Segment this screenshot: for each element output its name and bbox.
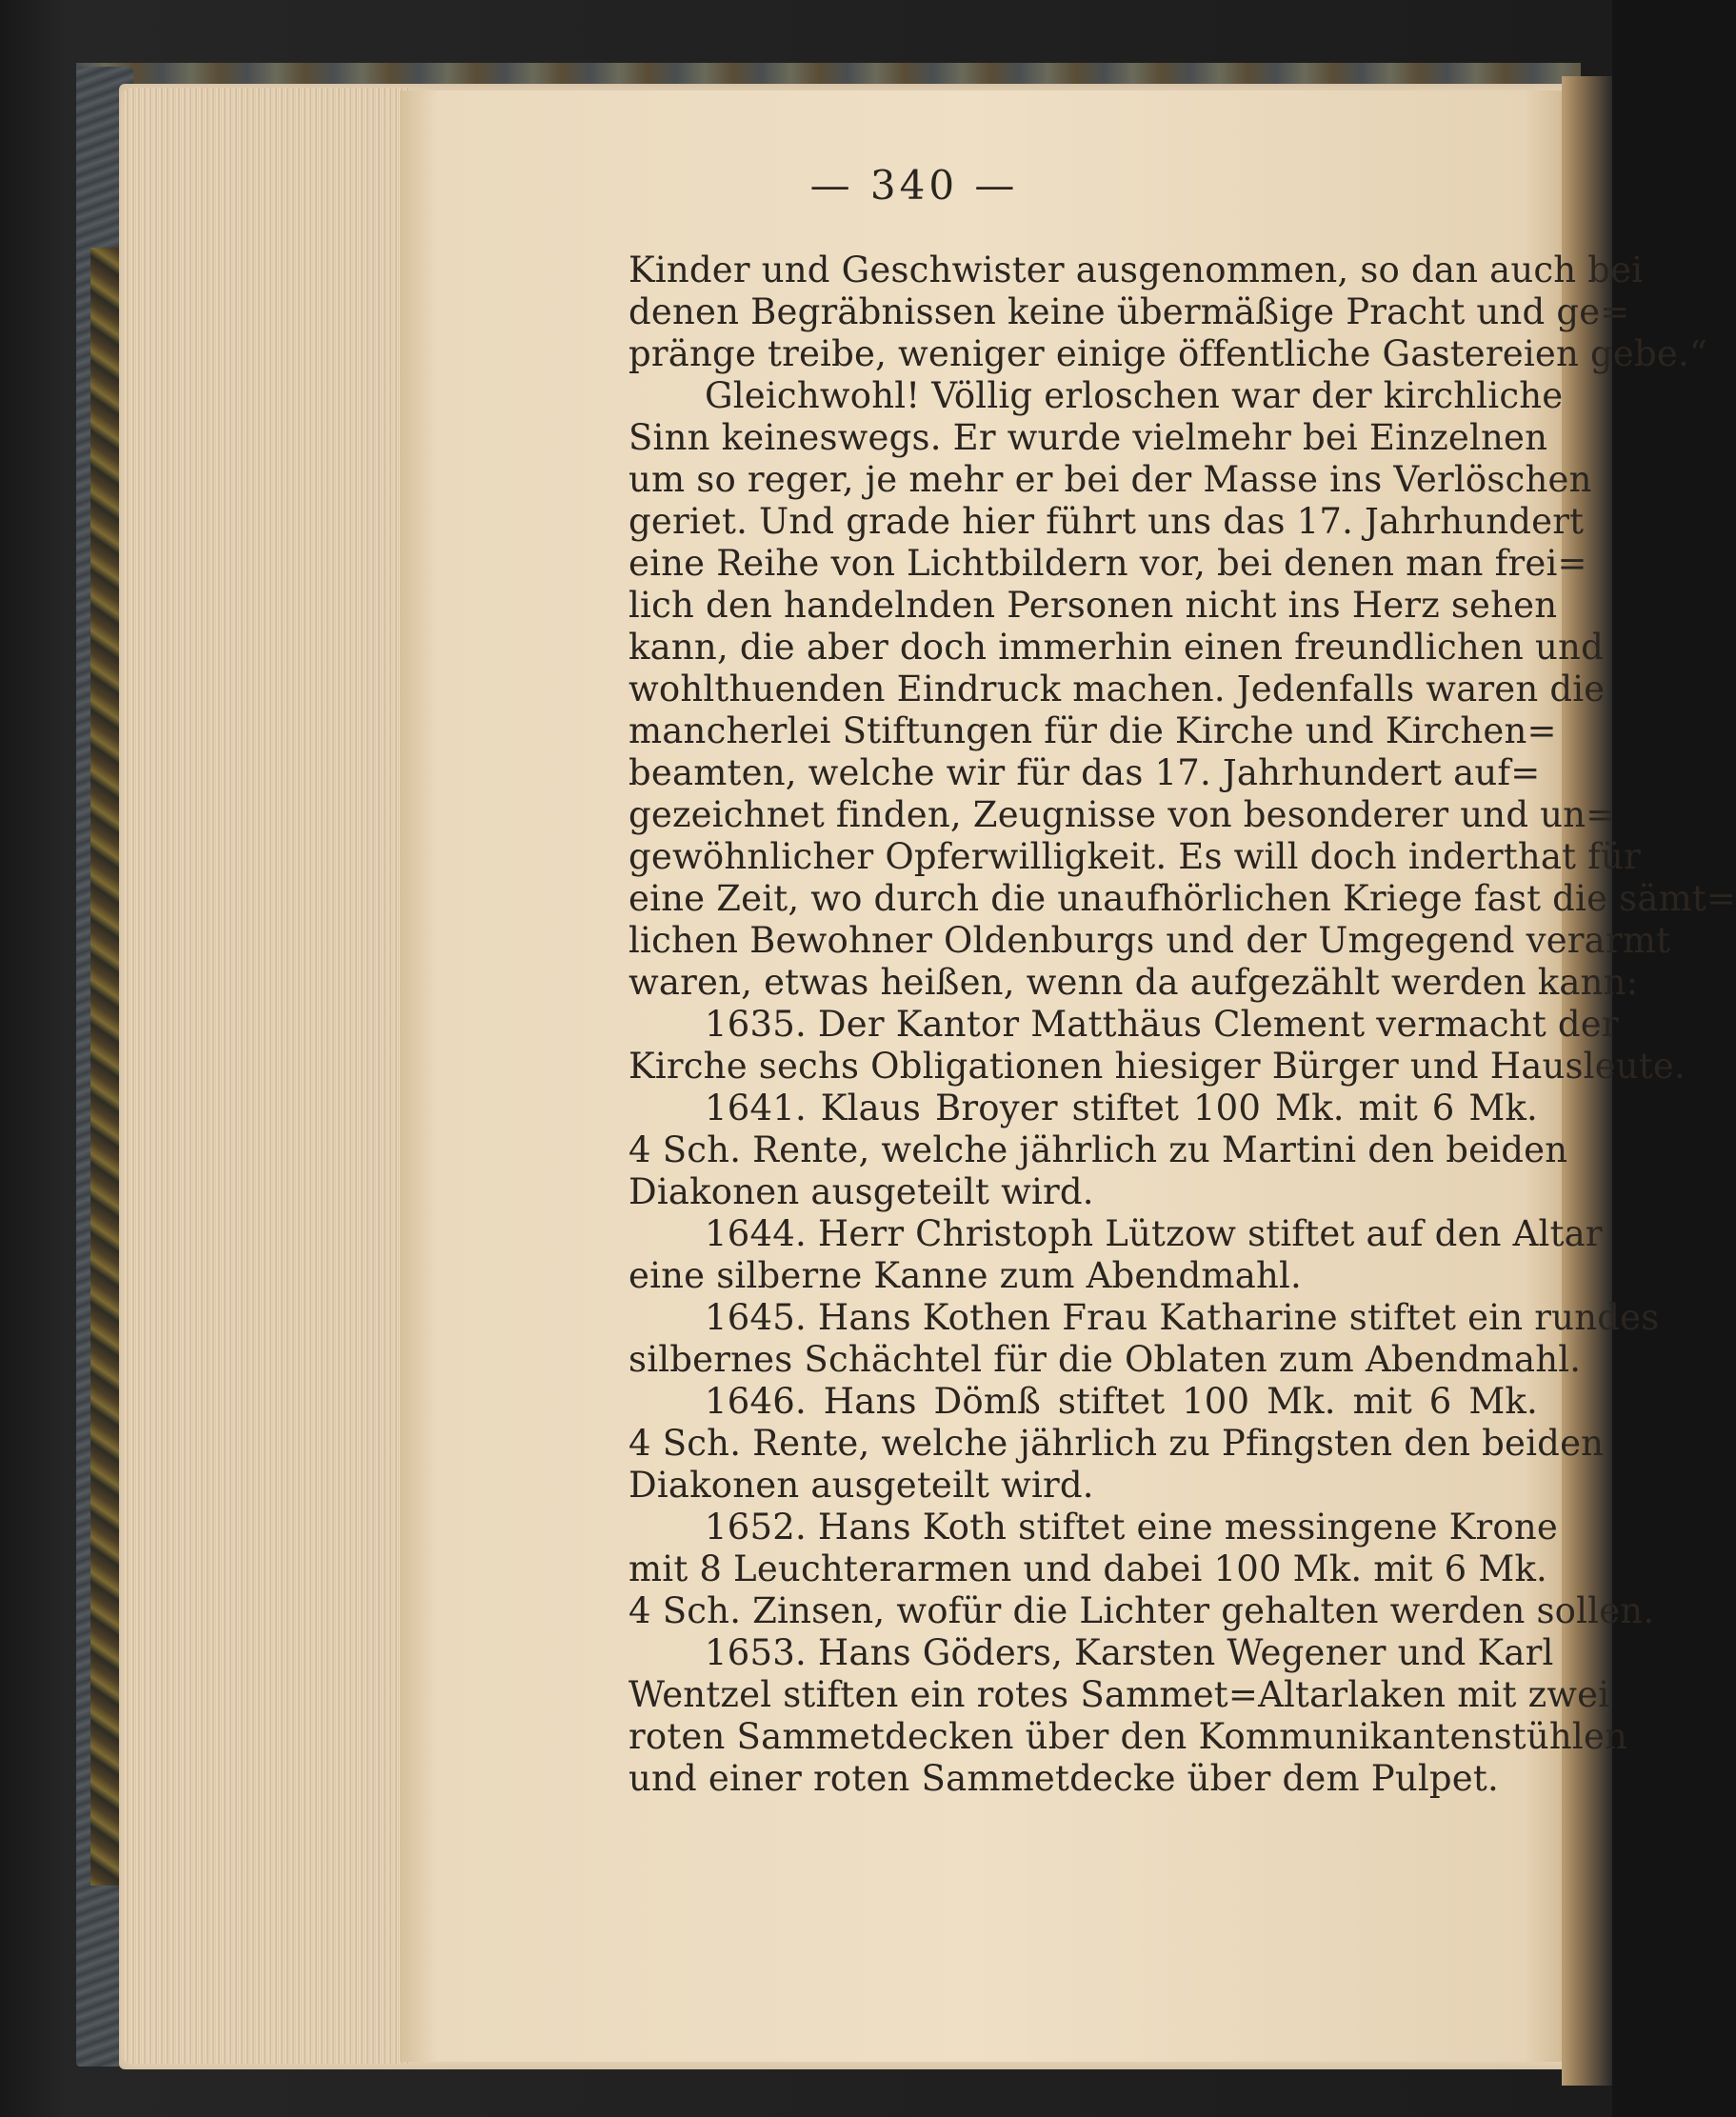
text-line: gezeichnet finden, Zeugnisse von besonderer und un=: [629, 794, 1616, 835]
text-line: mancherlei Stiftungen für die Kirche und Kirchen=: [629, 710, 1557, 751]
text-line: geriet. Und grade hier führt uns das 17. Jahrhundert: [629, 501, 1585, 542]
text-line: Wentzel stiften ein rotes Sammet=Altarlaken mit zwei: [629, 1674, 1610, 1715]
text-line: Sinn keineswegs. Er wurde vielmehr bei Einzelnen: [629, 417, 1548, 458]
page-number: — 340 —: [809, 162, 1019, 209]
text-line: und einer roten Sammetdecke über dem Pulpet.: [629, 1758, 1499, 1799]
text-line: beamten, welche wir für das 17. Jahrhundert auf=: [629, 752, 1541, 793]
text-line: 1644. Herr Christoph Lützow stiftet auf den Altar: [705, 1213, 1603, 1254]
text-line: lichen Bewohner Oldenburgs und der Umgegend verarmt: [629, 920, 1671, 961]
text-line: 4 Sch. Zinsen, wofür die Lichter gehalten werden sollen.: [629, 1590, 1655, 1631]
text-line: Diakonen ausgeteilt wird.: [629, 1171, 1094, 1212]
text-line: pränge treibe, weniger einige öffentliche Gastereien gebe.“: [629, 333, 1708, 374]
text-line: 1646. Hans Dömß stiftet 100 Mk. mit 6 Mk.: [705, 1381, 1538, 1422]
text-line: eine Zeit, wo durch die unaufhörlichen Kriege fast die sämt=: [629, 878, 1736, 919]
text-line: denen Begräbnissen keine übermäßige Pracht und ge=: [629, 291, 1630, 332]
text-line: 4 Sch. Rente, welche jährlich zu Pfingsten den beiden: [629, 1423, 1605, 1464]
text-line: eine silberne Kanne zum Abendmahl.: [629, 1255, 1302, 1296]
text-line: Gleichwohl! Völlig erloschen war der kirchliche: [705, 375, 1564, 416]
text-line: 4 Sch. Rente, welche jährlich zu Martini den beiden: [629, 1129, 1568, 1170]
text-line: gewöhnlicher Opferwilligkeit. Es will doch inderthat für: [629, 836, 1641, 877]
text-line: Kirche sechs Obligationen hiesiger Bürger und Hausleute.: [629, 1046, 1686, 1087]
text-line: eine Reihe von Lichtbildern vor, bei denen man frei=: [629, 543, 1587, 584]
text-line: silbernes Schächtel für die Oblaten zum Abendmahl.: [629, 1339, 1582, 1380]
text-line: 1635. Der Kantor Matthäus Clement vermacht der: [705, 1004, 1619, 1045]
text-line: 1653. Hans Göders, Karsten Wegener und Karl: [705, 1632, 1554, 1673]
text-line: 1645. Hans Kothen Frau Katharine stiftet ein rundes: [705, 1297, 1660, 1338]
text-line: wohlthuenden Eindruck machen. Jedenfalls waren die: [629, 669, 1606, 709]
text-line: Diakonen ausgeteilt wird.: [629, 1465, 1094, 1506]
text-line: lich den handelnden Personen nicht ins Herz sehen: [629, 585, 1558, 626]
text-line: Kinder und Geschwister ausgenommen, so dan auch bei: [629, 250, 1644, 290]
text-line: mit 8 Leuchterarmen und dabei 100 Mk. mit 6 Mk.: [629, 1548, 1548, 1589]
text-line: kann, die aber doch immerhin einen freundlichen und: [629, 627, 1604, 668]
text-line: um so reger, je mehr er bei der Masse ins Verlöschen: [629, 459, 1592, 500]
text-line: 1652. Hans Koth stiftet eine messingene Krone: [705, 1507, 1558, 1548]
text-line: 1641. Klaus Broyer stiftet 100 Mk. mit 6 Mk.: [705, 1088, 1538, 1128]
text-line: roten Sammetdecken über den Kommunikantenstühlen: [629, 1716, 1628, 1757]
text-line: waren, etwas heißen, wenn da aufgezählt werden kann:: [629, 962, 1639, 1003]
